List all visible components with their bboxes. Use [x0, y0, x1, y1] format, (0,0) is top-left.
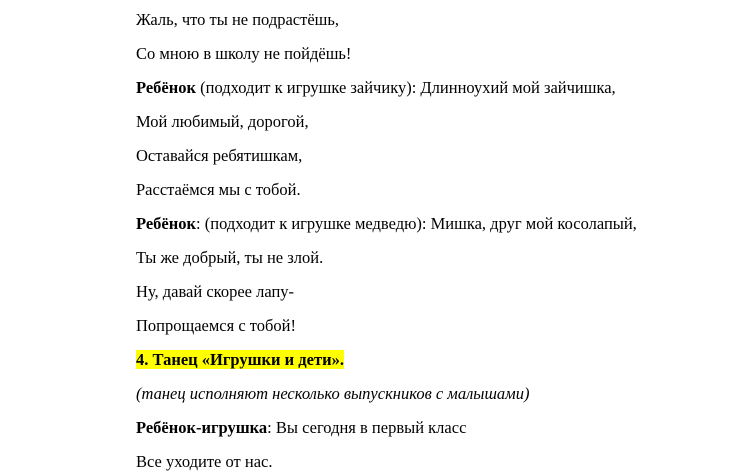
verse-line: [136, 10, 339, 30]
line-text: (подходит к игрушке зайчику): Длинноухий мой зайчишка,: [196, 78, 616, 97]
line-text: Мой любимый, дорогой,: [136, 112, 309, 131]
speaker-name: Ребёнок: [136, 78, 197, 97]
line-text: : Вы сегодня в первый класс: [267, 418, 467, 437]
line-text: : (подходит к игрушке медведю): Мишка, друг мой косолапый,: [196, 214, 637, 233]
dialogue-line: [136, 214, 637, 234]
speaker-name: Ребёнок-игрушка: [136, 418, 268, 437]
dialogue-line: [136, 418, 466, 438]
verse-line: [136, 180, 301, 200]
dialogue-line: [136, 78, 616, 98]
highlighted-heading: 4. Танец «Игрушки и дети».: [136, 350, 344, 369]
line-text: Расстаёмся мы с тобой.: [136, 180, 301, 199]
verse-line: [136, 452, 272, 472]
line-text: Жаль, что ты не подрастёшь,: [136, 10, 340, 29]
speaker-name: Ребёнок: [136, 214, 197, 233]
section-heading: [136, 350, 344, 370]
line-text: Со мною в школу не пойдёшь!: [136, 44, 352, 63]
verse-line: [136, 282, 294, 302]
line-text: Оставайся ребятишкам,: [136, 146, 303, 165]
verse-line: [136, 146, 302, 166]
line-text: Все уходите от нас.: [136, 452, 273, 471]
line-text: Попрощаемся с тобой!: [136, 316, 296, 335]
line-text: Ты же добрый, ты не злой.: [136, 248, 324, 267]
verse-line: [136, 112, 309, 132]
stage-direction: [136, 384, 529, 404]
line-text: Ну, давай скорее лапу-: [136, 282, 295, 301]
stage-note: (танец исполняют несколько выпускников с малышами): [136, 384, 530, 403]
verse-line: [136, 248, 323, 268]
verse-line: [136, 316, 296, 336]
verse-line: [136, 44, 351, 64]
